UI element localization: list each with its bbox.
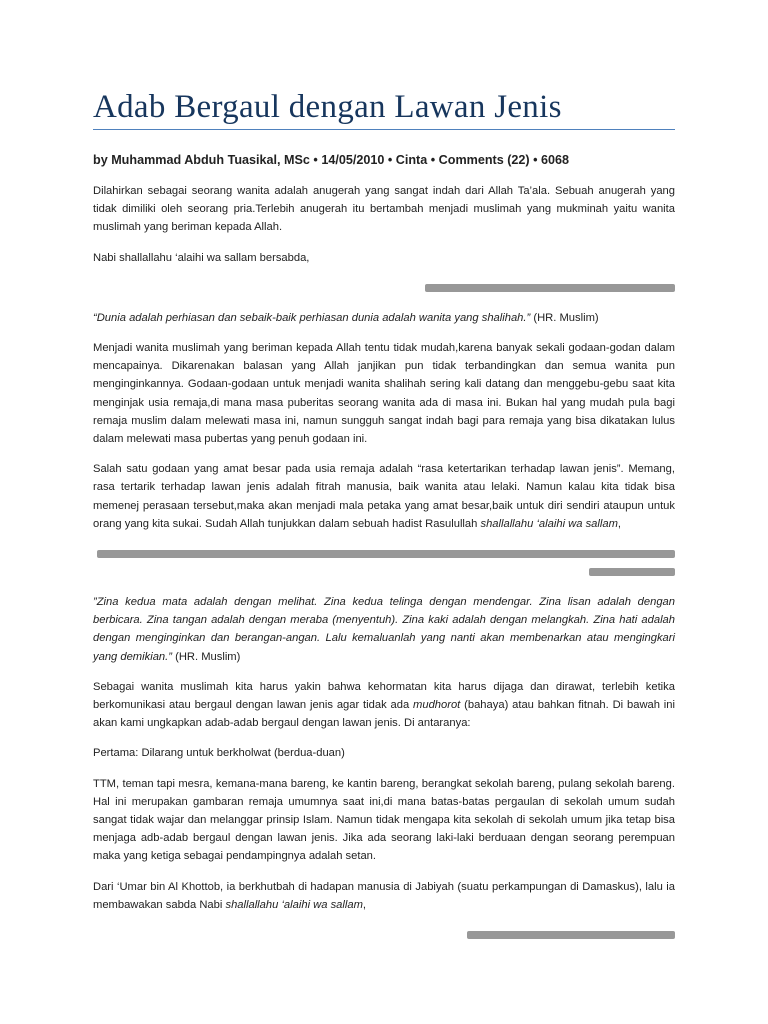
salawat-phrase-2: shallallahu ‘alaihi wa sallam [225, 898, 363, 911]
hadith-2-text: ”Zina kedua mata adalah dengan melihat. Zina kedua telinga dengan mendengar. Zina lisan adalah dengan berbicara. Zina tangan adalah dengan meraba (menyentuh). Zina kaki adalah dengan melangkah. Zina hati adalah dengan menginginkan dan berangan-angan. Lalu kemaluanlah yang nanti akan membenarkan atau mengingkari yang demikian.” [93, 596, 675, 663]
arabic-hadith-2-glyphs-line2 [589, 568, 675, 576]
mudhorot-term: mudhorot [413, 699, 461, 712]
paragraph-hadith-2-translation [93, 593, 675, 666]
hadith-2-source: (HR. Muslim) [171, 650, 241, 663]
arabic-hadith-2 [93, 545, 675, 581]
hadith-1-text: “Dunia adalah perhiasan dan sebaik-baik perhiasan dunia adalah wanita yang shalihah.” [93, 311, 531, 324]
paragraph-ketertarikan-text: Salah satu godaan yang amat besar pada usia remaja adalah “rasa ketertarikan terhadap lawan jenis”. Memang, rasa tertarik terhadap lawan jenis adalah fitrah manusia, baik wanita atau lelaki. Namun kalau kita tidak bisa memenej perasaan tersebut,maka akan menjadi mala petaka yang amat besar,baik untuk diri sendiri ataupun untuk orang yang kita sukai. Sudah Allah tunjukkan dalam sebuah hadist Rasulullah [93, 463, 675, 530]
paragraph-ttm: TTM, teman tapi mesra, kemana-mana bareng, ke kantin bareng, berangkat sekolah bareng, pulang sekolah bareng. Hal ini merupakan gambaran remaja umumnya saat ini,di mana batas-batas pergaulan di sekolah umum sudah sangat tidak wajar dan melanggar prinsip Islam. Namun tidak mengapa kita sekolah di sekolah umum jika tetap bisa menjaga adb-adab bergaul dengan lawan jenis. Jika ada seorang laki-laki berduaan dengan seorang perempuan maka yang ketiga sebagai pendampingnya adalah setan. [93, 777, 675, 863]
arabic-hadith-3-glyphs [467, 931, 675, 939]
title-underline [93, 129, 675, 130]
salawat-phrase: shallallahu ‘alaihi wa sallam [480, 517, 618, 530]
paragraph-intro: Dilahirkan sebagai seorang wanita adalah anugerah yang sangat indah dari Allah Ta’ala. Sebuah anugerah yang tidak dimiliki oleh seorang pria.Terlebih anugerah itu bertambah menjadi muslimah yang mukminah yaitu wanita muslimah yang beriman kepada Allah. [93, 185, 675, 234]
arabic-hadith-1-glyphs [425, 284, 675, 292]
paragraph-ketertarikan [93, 460, 675, 533]
arabic-hadith-1 [93, 279, 675, 297]
paragraph-pertama-heading: Pertama: Dilarang untuk berkholwat (berdua-duan) [93, 747, 345, 760]
paragraph-umar-text: Dari ‘Umar bin Al Khottob, ia berkhutbah di hadapan manusia di Jabiyah (suatu perkampungan di Damaskus), lalu ia membawakan sabda Nabi [93, 880, 675, 911]
hadith-1-source: (HR. Muslim) [530, 311, 599, 324]
paragraph-umar-end: , [362, 898, 367, 911]
paragraph-kehormatan [93, 678, 675, 733]
paragraph-godaan: Menjadi wanita muslimah yang beriman kepada Allah tentu tidak mudah,karena banyak sekali godaan-godan dalam mencapainya. Dikarenakan balasan yang Allah janjikan pun tidak terbandingkan dan semua wanita pun menginginkannya. Godaan-godaan untuk menjadi wanita shalihah sering kali datang dan menggebu-gebu saat kita menginjak usia remaja,di mana masa puberitas seorang wanita ada di masa ini. Bukan hal yang mudah pula bagi remaja muslim dalam melewati masa ini, namun sungguh sangat indah bagi para remaja yang bisa dikatakan lulus dalam melewati masa pubertas yang penuh godaan ini. [93, 342, 675, 446]
paragraph-kehormatan-end: (bahaya) atau bahkan fitnah. Di bawah ini akan kami ungkapkan adab-adab bergaul dengan lawan jenis. Di antaranya: [93, 699, 675, 730]
paragraph-ketertarikan-end: , [617, 517, 622, 530]
paragraph-nabi-bersabda: Nabi shallallahu ‘alaihi wa sallam bersabda, [93, 251, 310, 264]
arabic-hadith-2-glyphs-line1 [97, 550, 675, 558]
article-byline: by Muhammad Abduh Tuasikal, MSc • 14/05/2010 • Cinta • Comments (22) • 6068 [93, 153, 570, 167]
arabic-hadith-3 [93, 926, 675, 944]
paragraph-hadith-1-translation [93, 309, 675, 327]
paragraph-kehormatan-text: Sebagai wanita muslimah kita harus yakin bahwa kehormatan kita harus dijaga dan dirawat, terlebih ketika berkomunikasi atau bergaul dengan lawan jenis agar tidak ada [93, 680, 675, 712]
paragraph-umar [93, 878, 675, 914]
article-title: Adab Bergaul dengan Lawan Jenis [93, 89, 562, 125]
